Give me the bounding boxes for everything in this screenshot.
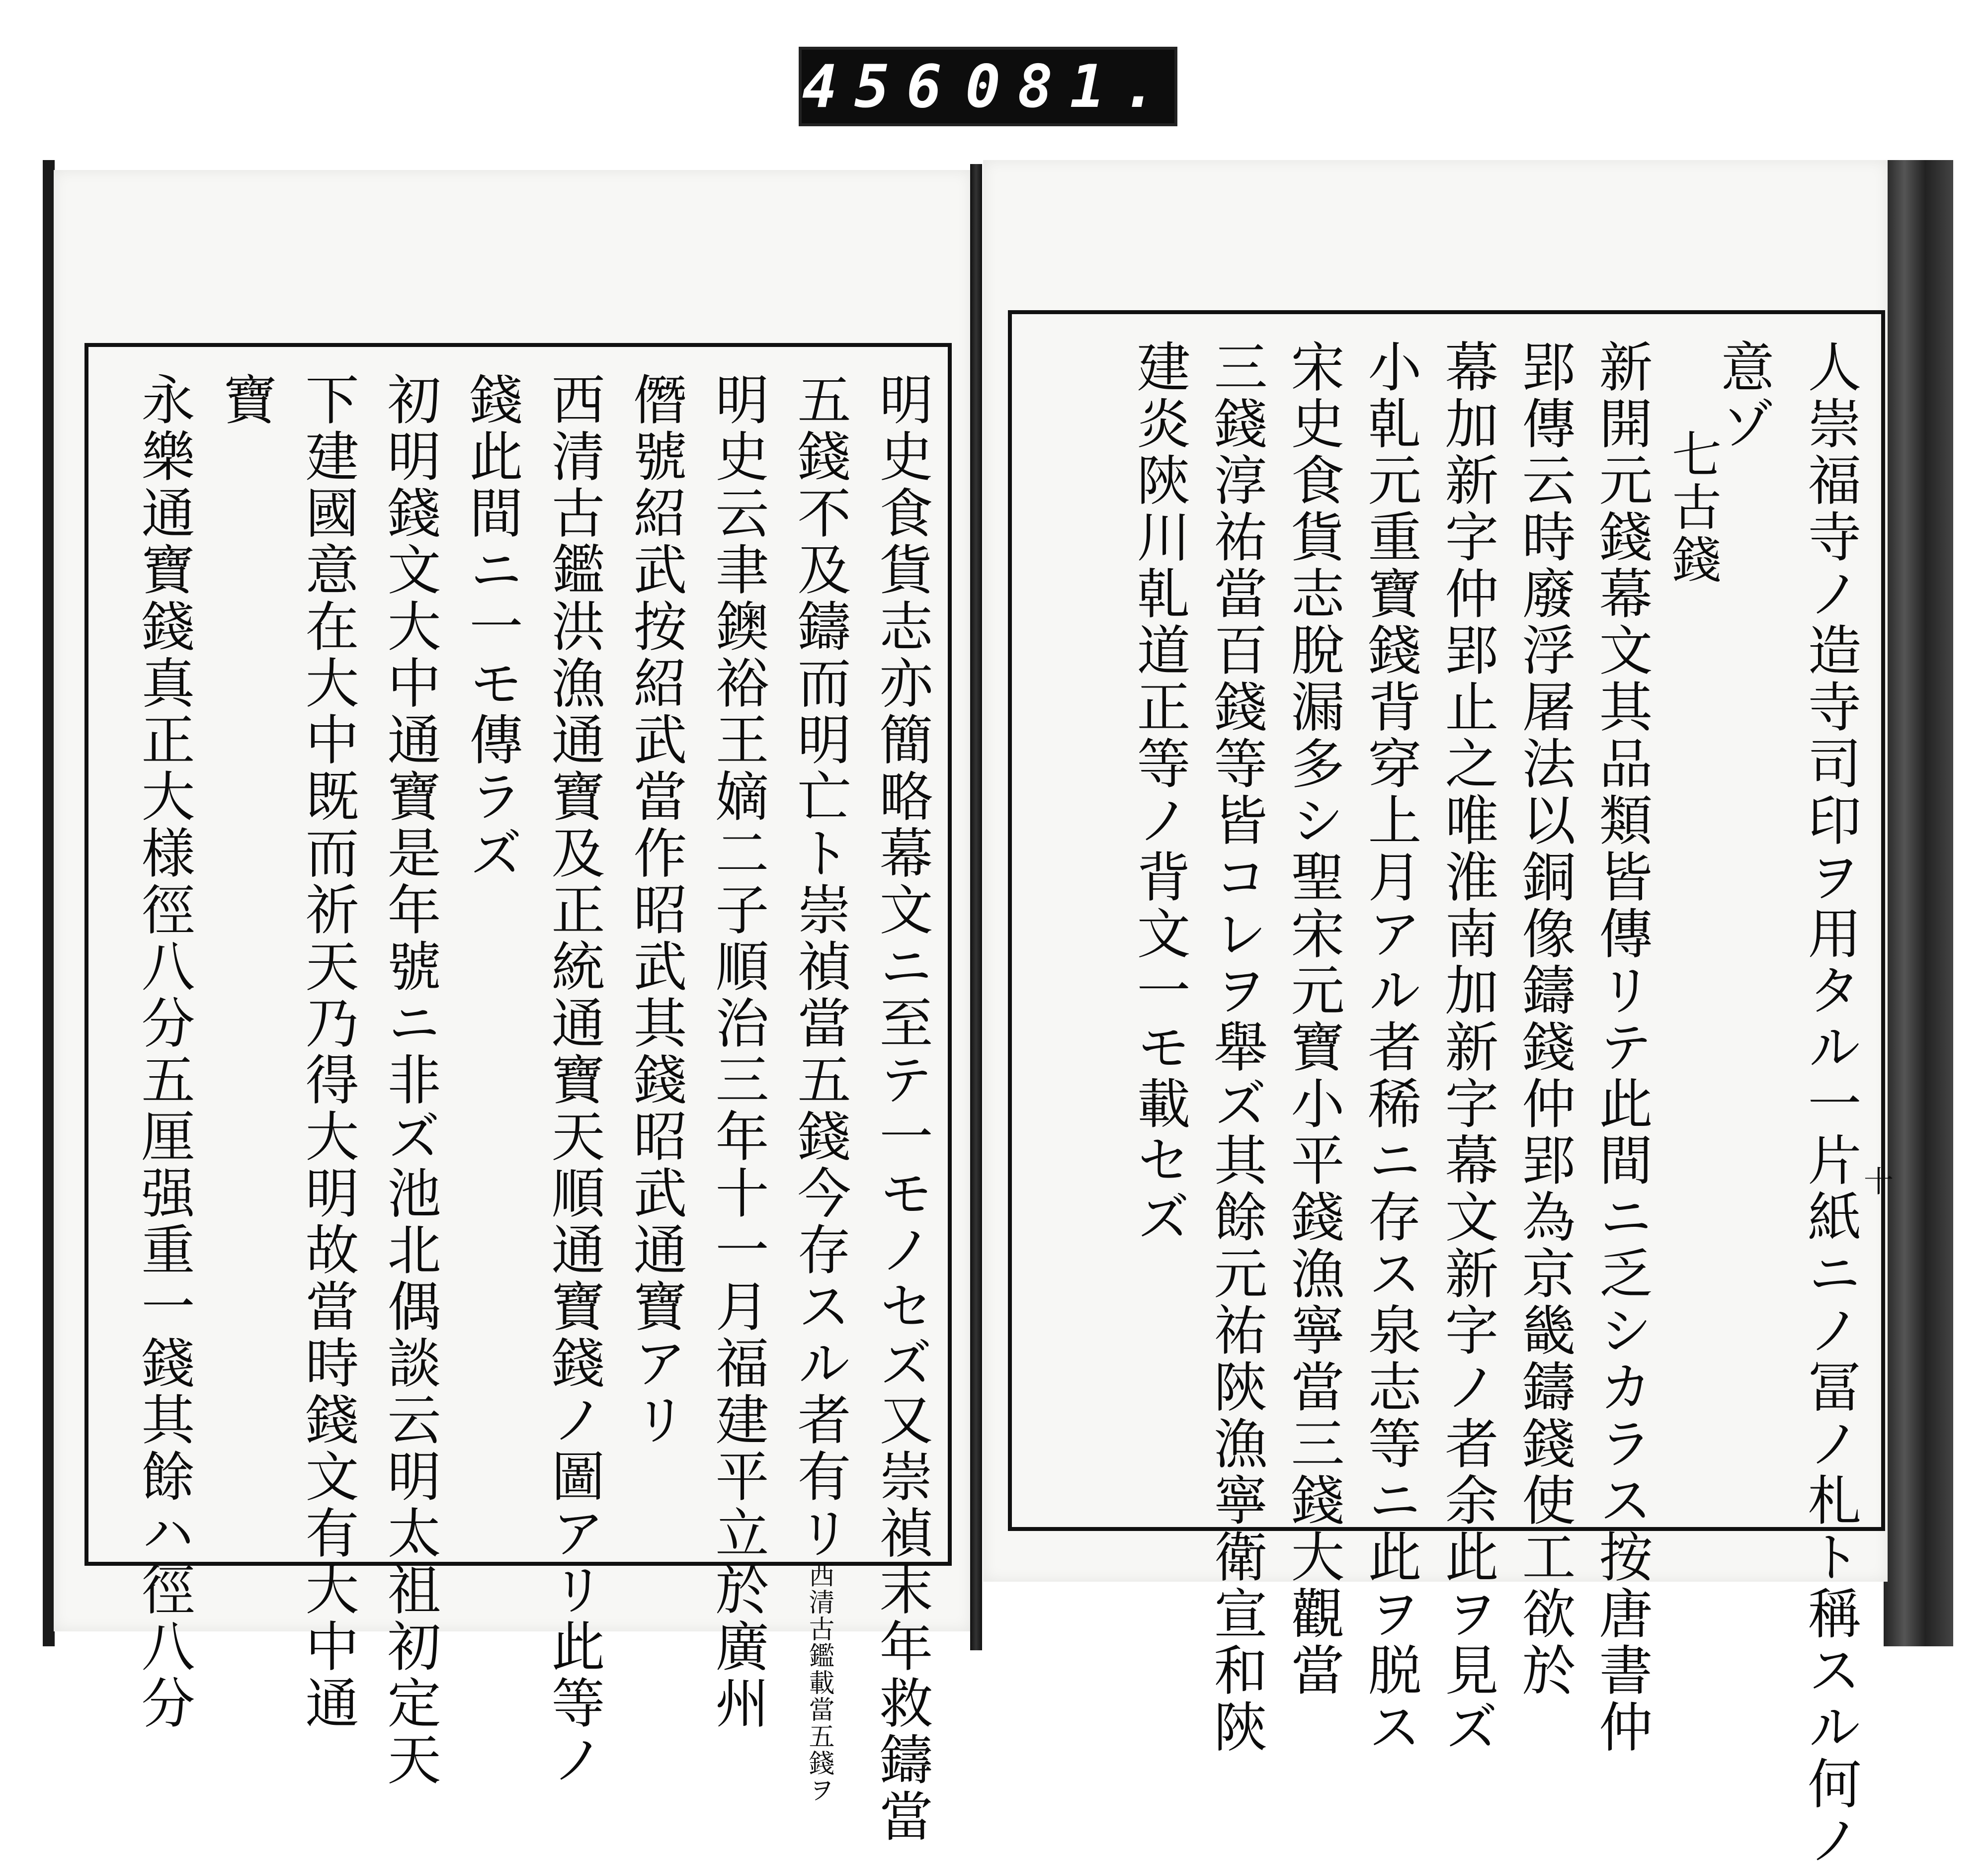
text-column: 永樂通寶錢真正大様徑八分五厘强重一錢其餘ハ徑八分 — [132, 372, 194, 1732]
text-column: 錢此間ニ一モ傳ラズ — [460, 372, 522, 882]
text-column: 明史云聿鐭裕王嫡二子順治三年十一月福建平立於廣州 — [706, 372, 768, 1732]
text-column: 寶 — [214, 372, 276, 428]
column-annotation: 西清古鑑載當五錢ヲ — [804, 1562, 834, 1803]
text-column — [788, 372, 850, 1803]
text-column: 意ゾ — [1712, 339, 1774, 452]
text-column: 小乹元重寶錢背穿上月アル者稀ニ存ス泉志等ニ此ヲ脱ス — [1359, 339, 1421, 1756]
left-text-frame — [84, 343, 952, 1845]
section-heading: 七古錢 — [1663, 428, 1722, 587]
text-column: 宋史食貨志脫漏多シ聖宋元寶小平錢漁寧當三錢大觀當 — [1282, 339, 1344, 1699]
text-column: 郢傳云時廢浮屠法以銅像鑄錢仲郢為京畿鑄錢使工欲於 — [1513, 339, 1575, 1699]
book-edge-left — [43, 160, 55, 1646]
frame-number-left: 456 — [802, 52, 959, 121]
text-column: 幕加新字仲郢止之唯淮南加新字幕文新字ノ者余此ヲ見ズ — [1436, 339, 1498, 1756]
text-column: 下建國意在大中既而祈天乃得大明故當時錢文有大中通 — [296, 372, 358, 1732]
text-column: 僭號紹武按紹武當作昭武其錢昭武通寶アリ — [624, 372, 686, 1448]
text-column: 初明錢文大中通寶是年號ニ非ズ池北偶談云明太祖初定天 — [378, 372, 440, 1788]
text-column: 新開元錢幕文其品類皆傳リテ此間ニ乏シカラス按唐書仲 — [1590, 339, 1652, 1756]
text-column: 三錢淳祐當百錢等皆コレヲ舉ズ其餘元祐陝漁寧衛宣和陝 — [1205, 339, 1267, 1756]
right-text-frame — [1008, 310, 1885, 1869]
book-gutter — [970, 164, 982, 1650]
text-column: 明史食貨志亦簡略幕文ニ至テ一モノセズ又崇禎末年救鑄當 — [870, 372, 932, 1845]
text-column: 西清古鑑洪漁通寶及正統通寶天順通寶錢ノ圖アリ此等ノ — [542, 372, 604, 1788]
text-column: 建炎陝川乹道正等ノ背文一モ載セズ — [1128, 339, 1190, 1246]
text-column: 人崇福寺ノ造寺司印ヲ用タル一片紙ニノ冨ノ札ト稱スル何ノ — [1799, 339, 1861, 1869]
column-main-text: 五錢不及鑄而明亡ト崇禎當五錢今存スル者有リ — [788, 372, 850, 1562]
film-frame-label — [799, 47, 1177, 126]
book-edge-right — [1884, 160, 1953, 1646]
frame-number-right: 081. — [965, 52, 1174, 121]
page-number-mark: 十 — [1864, 1165, 1894, 1199]
